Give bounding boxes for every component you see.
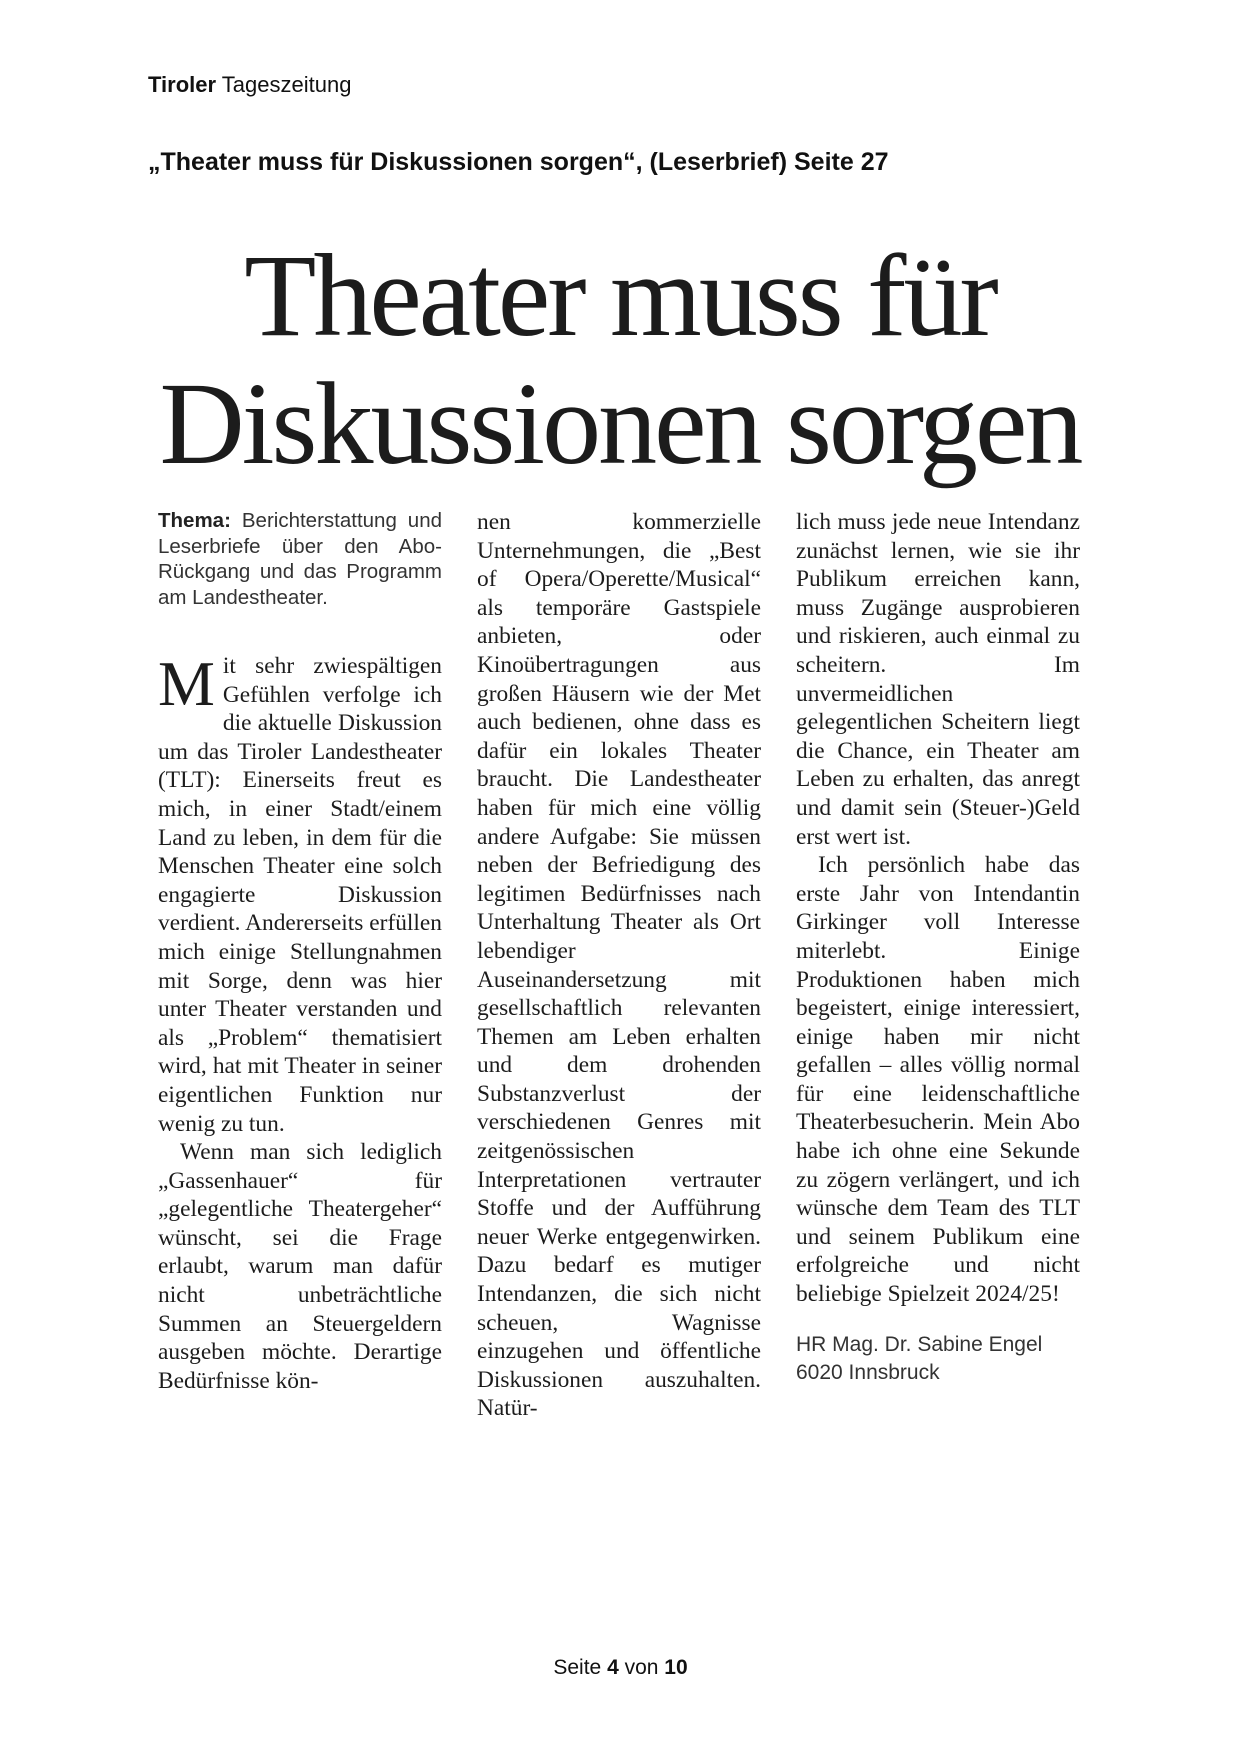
paragraph-2-part-1: Wenn man sich lediglich „Gassenhauer“ für „gelegentliche Theatergeher“ wünscht, sei die Frage erlaubt, warum man dafür nicht unbeträchtliche Summen an Steuergeldern ausgeben möchte. Derartige Bedürfnisse kön- [158,1139,442,1394]
subject-line: „Theater muss für Diskussionen sorgen“, (Leserbrief) Seite 27 [148,148,889,176]
page-current: 4 [607,1656,619,1679]
publication-name-bold: Tiroler [148,72,217,97]
page-of: von [624,1656,659,1679]
topic-text: Berichterstattung und Leserbriefe über den Abo-Rückgang und das Programm am Landestheater. [158,509,443,609]
author-place: 6020 Innsbruck [796,1360,940,1384]
column-2 [477,508,761,1423]
article-headline [150,232,1090,488]
author-signature [796,1331,1080,1387]
column-3 [796,508,1080,1423]
headline-line-1: Theater muss für [244,230,996,361]
paragraph-2-part-3: lich muss jede neue Intendanz zunächst lernen, wie sie ihr Publikum erreichen kann, muss Zugänge ausprobieren und riskieren, auch einmal zu scheitern. Im unvermeidlichen gelegentlichen Scheitern liegt die Chance, ein Theater am Leben zu erhalten, das anregt und damit sein (Steuer-)Geld erst wert ist. [796,509,1080,850]
publication-masthead [148,72,351,98]
page-total: 10 [664,1656,688,1679]
paragraph-2-part-2: nen kommerzielle Unternehmungen, die „Best of Opera/Operette/Musical“ als temporäre Gastspiele anbieten, oder Kinoübertragungen aus großen Häusern wie der Met auch bedienen, ohne dass es dafür ein lokales Theater braucht. Die Landestheater haben für mich eine völlig andere Aufgabe: Sie müssen neben der Befriedigung des legitimen Bedürfnisses nach Unterhaltung Theater als Ort lebendiger Auseinandersetzung mit gesellschaftlich relevanten Themen am Leben erhalten und dem drohenden Substanzverlust der verschiedenen Genres mit zeitgenössischen Interpretationen vertrauter Stoffe und der Aufführung neuer Werke entgegenwirken. Dazu bedarf es mutiger Intendanzen, die sich nicht scheuen, Wagnisse einzugehen und öffentliche Diskussionen auszuhalten. Natür- [477,509,761,1422]
column-1 [158,508,442,1423]
publication-name-rest: Tageszeitung [221,72,352,97]
topic-label: Thema: [158,509,231,532]
paragraph-1-text: it sehr zwiespältigen Gefühlen verfolge ich die aktuelle Diskussion um das Tiroler Landestheater (TLT): Einerseits freut es mich, in einer Stadt/einem Land zu leben, in dem für die Menschen Theater eine solch engagierte Diskussion verdient. Andererseits erfüllen mich einige Stellungnahmen mit Sorge, denn was hier unter Theater verstanden und als „Problem“ thematisiert wird, hat mit Theater in seiner eigentlichen Funktion nur wenig zu tun. [158,653,442,1137]
paragraph-1 [158,648,442,1138]
article-body [158,508,1080,1423]
headline-line-2: Diskussionen sorgen [159,358,1081,489]
page-word: Seite [553,1656,602,1679]
author-name: HR Mag. Dr. Sabine Engel [796,1332,1043,1356]
paragraph-3: Ich persönlich habe das erste Jahr von Intendantin Girkinger voll Interesse miterlebt. Einige Produktionen haben mich begeistert, einige interessiert, einige haben mir nicht gefallen – alles völlig normal für eine leidenschaftliche Theaterbesucherin. Mein Abo habe ich ohne eine Sekunde zu zögern verlängert, und ich wünsche dem Team des TLT und seinem Publikum eine erfolgreiche und nicht beliebige Spielzeit 2024/25! [796,852,1080,1308]
page-footer [0,1656,1241,1680]
drop-cap: M [158,648,215,719]
topic-box [158,508,442,610]
